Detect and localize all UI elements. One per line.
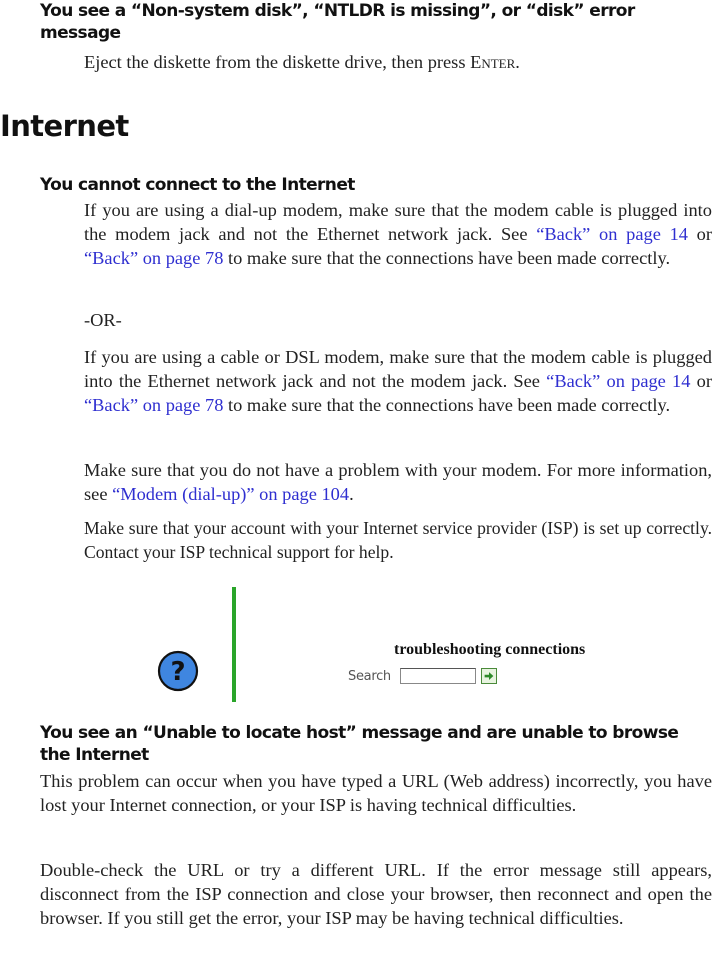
back-page-14-link[interactable]: “Back” on page 14: [536, 224, 688, 244]
paragraph-text: If you are using a dial-up modem, make sure that the modem cable is plugged into the modem jack and not the Ethernet network jack. See: [84, 200, 712, 244]
cable-dsl-paragraph: [84, 345, 712, 417]
search-input[interactable]: [400, 668, 476, 684]
svg-text:?: ?: [170, 657, 186, 687]
modem-page-104-link[interactable]: “Modem (dial-up)” on page 104: [112, 484, 350, 504]
help-divider: [232, 587, 236, 702]
instruction-text: Eject the diskette from the diskette drive, then press: [84, 52, 471, 72]
help-question-icon[interactable]: [157, 650, 199, 692]
help-search-term: troubleshooting connections: [394, 641, 586, 658]
paragraph-text: .: [349, 484, 354, 504]
back-page-14-link[interactable]: “Back” on page 14: [546, 371, 691, 391]
paragraph-text: to make sure that the connections have been made correctly.: [223, 395, 671, 415]
host-problem-paragraph: This problem can occur when you have typed a URL (Web address) incorrectly, you have lost your Internet connection, or your ISP is having technical difficulties.: [40, 771, 712, 815]
instruction-end: .: [515, 52, 520, 72]
isp-paragraph: Make sure that your account with your Internet service provider (ISP) is set up correctly. Contact your ISP technical support for help.: [84, 518, 712, 562]
paragraph-text: or: [690, 371, 712, 391]
search-label: Search: [348, 669, 391, 684]
paragraph-text: Make sure that you do not have a problem with your modem. For more information, see: [84, 460, 712, 504]
cannot-connect-heading: You cannot connect to the Internet: [40, 175, 355, 195]
paragraph-text: or: [687, 224, 712, 244]
unable-host-heading: You see an “Unable to locate host” message and are unable to browse the Internet: [40, 723, 679, 765]
dialup-paragraph: [84, 198, 712, 270]
paragraph-text: to make sure that the connections have been made correctly.: [223, 248, 671, 268]
or-separator: -OR-: [84, 310, 122, 330]
back-page-78-link[interactable]: “Back” on page 78: [84, 395, 224, 415]
modem-paragraph: [84, 458, 712, 506]
go-arrow-icon[interactable]: [481, 668, 497, 684]
disk-error-instruction: [84, 50, 712, 74]
disk-error-heading: You see a “Non-system disk”, “NTLDR is missing”, or “disk” error message: [40, 1, 635, 43]
enter-key: Enter: [470, 52, 516, 72]
back-page-78-link[interactable]: “Back” on page 78: [84, 248, 224, 268]
section-title: Internet: [0, 109, 129, 143]
double-check-paragraph: Double-check the URL or try a different URL. If the error message still appears, disconnect from the ISP connection and close your browser, then reconnect and open the browser. If you still get the error, your ISP may be having technical difficulties.: [40, 860, 712, 928]
paragraph-text: If you are using a cable or DSL modem, make sure that the modem cable is plugged into the Ethernet network jack and not the modem jack. See: [84, 347, 712, 391]
